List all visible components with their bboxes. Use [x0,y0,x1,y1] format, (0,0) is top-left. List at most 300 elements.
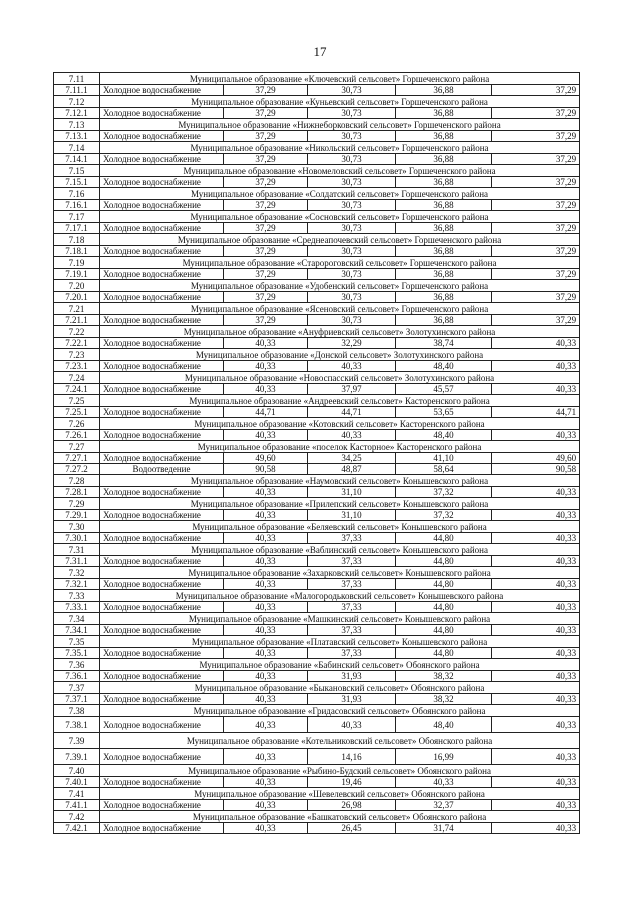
tariff-value: 40,33 [492,338,580,349]
tariff-row [54,315,580,326]
section-title-row [54,521,580,533]
municipality-title: Муниципальное образование «Беляевский сельсовет» Конышевского района [100,521,580,533]
tariff-value: 40,33 [224,800,308,811]
tariff-value: 19,46 [308,777,396,788]
row-number: 7.18 [54,234,100,246]
tariff-value: 40,33 [224,648,308,659]
municipality-title: Муниципальное образование «Машкинский сельсовет» Конышевского района [100,613,580,625]
section-title-row [54,567,580,579]
tariff-value: 37,29 [492,292,580,303]
tariff-value: 44,80 [396,625,492,636]
service-name: Холодное водоснабжение [100,777,224,788]
row-number: 7.32.1 [54,579,100,590]
tariff-value: 37,33 [308,602,396,613]
municipality-title: Муниципальное образование «Нижнеборковский сельсовет» Горшеченского района [100,119,580,131]
tariff-value: 38,32 [396,671,492,682]
municipality-title: Муниципальное образование «Никольский сельсовет» Горшеченского района [100,142,580,154]
tariff-table-body [54,73,580,834]
tariff-value: 36,88 [396,154,492,165]
tariff-row [54,717,580,733]
section-title-row [54,142,580,154]
row-number: 7.28 [54,475,100,487]
row-number: 7.21 [54,303,100,315]
service-name: Холодное водоснабжение [100,823,224,834]
service-name: Холодное водоснабжение [100,292,224,303]
row-number: 7.42 [54,811,100,823]
section-title-row [54,733,580,749]
tariff-value: 44,80 [396,579,492,590]
tariff-value: 37,29 [224,223,308,234]
row-number: 7.14 [54,142,100,154]
tariff-value: 40,33 [308,430,396,441]
municipality-title: Муниципальное образование «поселок Касторное» Касторенского района [100,441,580,453]
row-number: 7.34.1 [54,625,100,636]
tariff-value: 37,29 [224,131,308,142]
row-number: 7.40 [54,765,100,777]
service-name: Холодное водоснабжение [100,625,224,636]
tariff-value: 36,88 [396,269,492,280]
tariff-value: 40,33 [224,717,308,733]
section-title-row [54,165,580,177]
row-number: 7.16 [54,188,100,200]
tariff-table [53,72,580,834]
tariff-row [54,85,580,96]
tariff-row [54,625,580,636]
service-name: Холодное водоснабжение [100,361,224,372]
tariff-value: 36,88 [396,246,492,257]
tariff-value: 48,40 [396,361,492,372]
tariff-value: 44,71 [492,407,580,418]
tariff-value: 40,33 [224,430,308,441]
tariff-row [54,777,580,788]
row-number: 7.27 [54,441,100,453]
tariff-value: 36,88 [396,292,492,303]
tariff-value: 36,88 [396,85,492,96]
tariff-row [54,823,580,834]
row-number: 7.13 [54,119,100,131]
row-number: 7.25.1 [54,407,100,418]
tariff-value: 53,65 [396,407,492,418]
service-name: Холодное водоснабжение [100,556,224,567]
municipality-title: Муниципальное образование «Быкановский сельсовет» Обоянского района [100,682,580,694]
tariff-value: 30,73 [308,223,396,234]
tariff-value: 44,80 [396,556,492,567]
tariff-row [54,510,580,521]
tariff-value: 44,80 [396,533,492,544]
row-number: 7.31 [54,544,100,556]
row-number: 7.42.1 [54,823,100,834]
tariff-value: 26,45 [308,823,396,834]
tariff-value: 30,73 [308,269,396,280]
tariff-value: 37,33 [308,579,396,590]
tariff-row [54,671,580,682]
service-name: Холодное водоснабжение [100,384,224,395]
municipality-title: Муниципальное образование «Котельниковский сельсовет» Обоянского района [100,733,580,749]
section-title-row [54,788,580,800]
tariff-value: 40,33 [224,338,308,349]
tariff-value: 40,33 [224,694,308,705]
tariff-value: 40,33 [492,510,580,521]
row-number: 7.31.1 [54,556,100,567]
service-name: Холодное водоснабжение [100,487,224,498]
row-number: 7.34 [54,613,100,625]
tariff-value: 37,29 [492,246,580,257]
tariff-row [54,694,580,705]
tariff-value: 37,29 [492,154,580,165]
tariff-value: 37,29 [224,315,308,326]
tariff-value: 40,33 [492,749,580,765]
tariff-value: 40,33 [492,533,580,544]
row-number: 7.26.1 [54,430,100,441]
tariff-value: 37,33 [308,648,396,659]
tariff-value: 32,29 [308,338,396,349]
section-title-row [54,636,580,648]
municipality-title: Муниципальное образование «Среднеапочевский сельсовет» Горшеченского района [100,234,580,246]
section-title-row [54,349,580,361]
row-number: 7.23.1 [54,361,100,372]
tariff-value: 40,33 [224,625,308,636]
tariff-value: 40,33 [224,384,308,395]
municipality-title: Муниципальное образование «Котовский сельсовет» Касторенского района [100,418,580,430]
row-number: 7.39 [54,733,100,749]
row-number: 7.37.1 [54,694,100,705]
section-title-row [54,188,580,200]
section-title-row [54,765,580,777]
service-name: Водоотведение [100,464,224,475]
tariff-value: 40,33 [492,579,580,590]
service-name: Холодное водоснабжение [100,338,224,349]
row-number: 7.20 [54,280,100,292]
municipality-title: Муниципальное образование «Прилепский сельсовет» Конышевского района [100,498,580,510]
row-number: 7.37 [54,682,100,694]
municipality-title: Муниципальное образование «Куньевский сельсовет» Горшеченского района [100,96,580,108]
tariff-value: 37,29 [224,292,308,303]
service-name: Холодное водоснабжение [100,315,224,326]
municipality-title: Муниципальное образование «Ваблинский сельсовет» Конышевского района [100,544,580,556]
tariff-row [54,487,580,498]
tariff-value: 37,29 [492,177,580,188]
row-number: 7.18.1 [54,246,100,257]
municipality-title: Муниципальное образование «Ключевский сельсовет» Горшеченского района [100,73,580,85]
tariff-value: 37,29 [224,177,308,188]
tariff-value: 40,33 [224,823,308,834]
tariff-value: 37,29 [224,154,308,165]
row-number: 7.15.1 [54,177,100,188]
service-name: Холодное водоснабжение [100,200,224,211]
service-name: Холодное водоснабжение [100,648,224,659]
tariff-value: 40,33 [492,800,580,811]
municipality-title: Муниципальное образование «Сосновский сельсовет» Горшеченского района [100,211,580,223]
page-number: 17 [313,44,327,59]
tariff-value: 36,88 [396,223,492,234]
row-number: 7.15 [54,165,100,177]
tariff-row [54,384,580,395]
row-number: 7.17.1 [54,223,100,234]
tariff-value: 30,73 [308,315,396,326]
row-number: 7.11.1 [54,85,100,96]
tariff-value: 37,29 [224,108,308,119]
tariff-value: 40,33 [224,602,308,613]
row-number: 7.38.1 [54,717,100,733]
row-number: 7.21.1 [54,315,100,326]
row-number: 7.24.1 [54,384,100,395]
tariff-value: 37,32 [396,510,492,521]
row-number: 7.29.1 [54,510,100,521]
tariff-value: 30,73 [308,292,396,303]
tariff-value: 40,33 [308,717,396,733]
tariff-value: 90,58 [492,464,580,475]
section-title-row [54,811,580,823]
row-number: 7.30.1 [54,533,100,544]
tariff-value: 31,74 [396,823,492,834]
tariff-value: 37,33 [308,556,396,567]
tariff-value: 31,93 [308,694,396,705]
tariff-value: 37,97 [308,384,396,395]
tariff-value: 30,73 [308,177,396,188]
row-number: 7.38 [54,705,100,717]
service-name: Холодное водоснабжение [100,131,224,142]
section-title-row [54,418,580,430]
municipality-title: Муниципальное образование «Андреевский сельсовет» Касторенского района [100,395,580,407]
section-title-row [54,119,580,131]
tariff-row [54,579,580,590]
section-title-row [54,441,580,453]
municipality-title: Муниципальное образование «Удобенский сельсовет» Горшеченского района [100,280,580,292]
tariff-row [54,533,580,544]
tariff-row [54,131,580,142]
tariff-row [54,749,580,765]
service-name: Холодное водоснабжение [100,407,224,418]
municipality-title: Муниципальное образование «Наумовский сельсовет» Конышевского района [100,475,580,487]
tariff-value: 40,33 [224,579,308,590]
tariff-row [54,602,580,613]
section-title-row [54,372,580,384]
municipality-title: Муниципальное образование «Гридасовский сельсовет» Обоянского района [100,705,580,717]
row-number: 7.36.1 [54,671,100,682]
tariff-value: 30,73 [308,131,396,142]
row-number: 7.30 [54,521,100,533]
tariff-value: 36,88 [396,200,492,211]
tariff-row [54,177,580,188]
row-number: 7.25 [54,395,100,407]
tariff-value: 40,33 [492,625,580,636]
tariff-value: 37,29 [492,85,580,96]
row-number: 7.41.1 [54,800,100,811]
tariff-value: 36,88 [396,108,492,119]
tariff-value: 40,33 [224,671,308,682]
row-number: 7.24 [54,372,100,384]
service-name: Холодное водоснабжение [100,269,224,280]
service-name: Холодное водоснабжение [100,717,224,733]
municipality-title: Муниципальное образование «Платавский сельсовет» Конышевского района [100,636,580,648]
row-number: 7.19.1 [54,269,100,280]
row-number: 7.41 [54,788,100,800]
tariff-value: 40,33 [224,533,308,544]
tariff-row [54,200,580,211]
section-title-row [54,613,580,625]
municipality-title: Муниципальное образование «Новомеловский сельсовет» Горшеченского района [100,165,580,177]
tariff-row [54,269,580,280]
section-title-row [54,544,580,556]
tariff-row [54,648,580,659]
tariff-value: 58,64 [396,464,492,475]
row-number: 7.23 [54,349,100,361]
row-number: 7.35.1 [54,648,100,659]
row-number: 7.22 [54,326,100,338]
row-number: 7.22.1 [54,338,100,349]
row-number: 7.33 [54,590,100,602]
row-number: 7.27.1 [54,453,100,464]
tariff-value: 40,33 [224,749,308,765]
row-number: 7.33.1 [54,602,100,613]
tariff-value: 32,37 [396,800,492,811]
service-name: Холодное водоснабжение [100,108,224,119]
tariff-value: 40,33 [492,430,580,441]
tariff-value: 38,74 [396,338,492,349]
row-number: 7.12.1 [54,108,100,119]
service-name: Холодное водоснабжение [100,223,224,234]
tariff-value: 48,40 [396,717,492,733]
section-title-row [54,682,580,694]
tariff-value: 40,33 [492,648,580,659]
section-title-row [54,96,580,108]
row-number: 7.26 [54,418,100,430]
municipality-title: Муниципальное образование «Захарковский сельсовет» Конышевского района [100,567,580,579]
tariff-value: 30,73 [308,200,396,211]
tariff-value: 40,33 [396,777,492,788]
tariff-value: 30,73 [308,246,396,257]
tariff-row [54,407,580,418]
tariff-value: 48,40 [396,430,492,441]
tariff-value: 14,16 [308,749,396,765]
section-title-row [54,475,580,487]
row-number: 7.12 [54,96,100,108]
section-title-row [54,395,580,407]
tariff-value: 37,29 [492,269,580,280]
tariff-value: 37,29 [224,246,308,257]
municipality-title: Муниципальное образование «Шевелевский сельсовет» Обоянского района [100,788,580,800]
tariff-row [54,108,580,119]
municipality-title: Муниципальное образование «Бабинский сельсовет» Обоянского района [100,659,580,671]
municipality-title: Муниципальное образование «Ануфриевский сельсовет» Золотухинского района [100,326,580,338]
tariff-value: 37,29 [492,200,580,211]
municipality-title: Муниципальное образование «Башкатовский сельсовет» Обоянского района [100,811,580,823]
tariff-value: 41,10 [396,453,492,464]
tariff-value: 40,33 [492,602,580,613]
row-number: 7.27.2 [54,464,100,475]
service-name: Холодное водоснабжение [100,85,224,96]
municipality-title: Муниципальное образование «Старороговский сельсовет» Горшеченского района [100,257,580,269]
tariff-value: 90,58 [224,464,308,475]
tariff-value: 40,33 [492,361,580,372]
tariff-value: 40,33 [492,384,580,395]
tariff-value: 40,33 [224,487,308,498]
tariff-value: 40,33 [492,823,580,834]
service-name: Холодное водоснабжение [100,246,224,257]
municipality-title: Муниципальное образование «Донской сельсовет» Золотухинского района [100,349,580,361]
row-number: 7.17 [54,211,100,223]
row-number: 7.32 [54,567,100,579]
tariff-value: 31,10 [308,510,396,521]
tariff-row [54,800,580,811]
municipality-title: Муниципальное образование «Малогородьковский сельсовет» Конышевского района [100,590,580,602]
tariff-value: 44,71 [224,407,308,418]
tariff-row [54,464,580,475]
row-number: 7.35 [54,636,100,648]
tariff-value: 48,87 [308,464,396,475]
tariff-value: 30,73 [308,154,396,165]
section-title-row [54,211,580,223]
row-number: 7.20.1 [54,292,100,303]
row-number: 7.13.1 [54,131,100,142]
tariff-value: 36,88 [396,315,492,326]
tariff-value: 31,10 [308,487,396,498]
section-title-row [54,280,580,292]
row-number: 7.29 [54,498,100,510]
tariff-value: 49,60 [492,453,580,464]
service-name: Холодное водоснабжение [100,533,224,544]
service-name: Холодное водоснабжение [100,579,224,590]
section-title-row [54,326,580,338]
tariff-row [54,338,580,349]
service-name: Холодное водоснабжение [100,154,224,165]
section-title-row [54,498,580,510]
service-name: Холодное водоснабжение [100,510,224,521]
service-name: Холодное водоснабжение [100,430,224,441]
tariff-value: 37,33 [308,533,396,544]
service-name: Холодное водоснабжение [100,177,224,188]
service-name: Холодное водоснабжение [100,694,224,705]
section-title-row [54,590,580,602]
row-number: 7.36 [54,659,100,671]
tariff-value: 37,33 [308,625,396,636]
tariff-value: 40,33 [492,777,580,788]
section-title-row [54,659,580,671]
row-number: 7.28.1 [54,487,100,498]
tariff-value: 30,73 [308,108,396,119]
tariff-value: 16,99 [396,749,492,765]
tariff-value: 40,33 [224,361,308,372]
service-name: Холодное водоснабжение [100,453,224,464]
tariff-row [54,292,580,303]
section-title-row [54,234,580,246]
tariff-value: 37,29 [492,315,580,326]
tariff-row [54,361,580,372]
service-name: Холодное водоснабжение [100,800,224,811]
row-number: 7.11 [54,73,100,85]
row-number: 7.40.1 [54,777,100,788]
tariff-value: 37,29 [492,223,580,234]
tariff-row [54,246,580,257]
row-number: 7.14.1 [54,154,100,165]
municipality-title: Муниципальное образование «Рыбино-Будский сельсовет» Обоянского района [100,765,580,777]
tariff-value: 26,98 [308,800,396,811]
tariff-value: 40,33 [492,671,580,682]
tariff-value: 44,71 [308,407,396,418]
row-number: 7.19 [54,257,100,269]
municipality-title: Муниципальное образование «Новоспасский сельсовет» Золотухинского района [100,372,580,384]
tariff-value: 37,29 [224,85,308,96]
section-title-row [54,257,580,269]
tariff-value: 44,80 [396,648,492,659]
tariff-value: 40,33 [224,556,308,567]
tariff-value: 38,32 [396,694,492,705]
tariff-value: 44,80 [396,602,492,613]
tariff-value: 40,33 [492,556,580,567]
tariff-value: 40,33 [492,717,580,733]
municipality-title: Муниципальное образование «Ясеновский сельсовет» Горшеченского района [100,303,580,315]
tariff-row [54,556,580,567]
